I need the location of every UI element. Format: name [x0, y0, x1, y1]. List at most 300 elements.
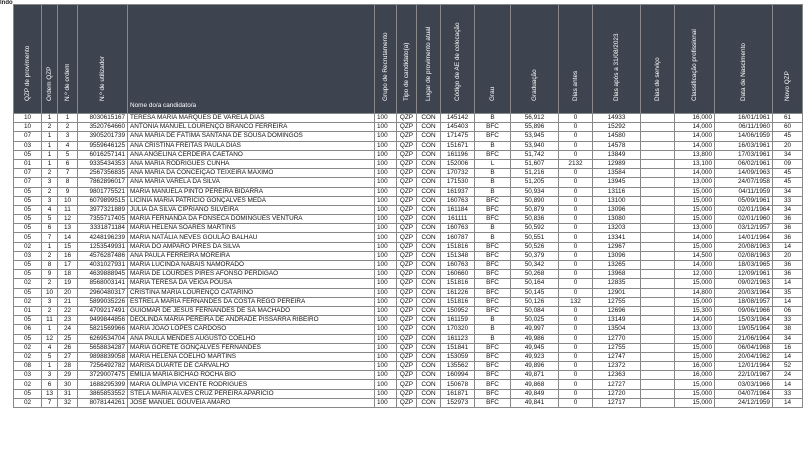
table-row	[14, 169, 803, 178]
table-cell: 9	[58, 187, 78, 196]
column-header	[593, 5, 641, 114]
table-cell	[641, 114, 675, 123]
table-cell: 100	[375, 352, 397, 361]
table-cell: 21/06/1964	[715, 334, 773, 343]
table-cell: 51,205	[511, 178, 559, 187]
table-cell: MARIA FERNANDA DA FONSECA DOMINGUES VENTURA	[128, 215, 375, 224]
table-cell: 20/03/1964	[715, 288, 773, 297]
table-cell: 02/01/1964	[715, 205, 773, 214]
column-header	[773, 5, 803, 114]
table-cell: QZP	[397, 325, 417, 334]
table-cell: ANA CRISTINA FREITAS PAULA DIAS	[128, 141, 375, 150]
table-cell: 100	[375, 325, 397, 334]
table-cell: 51,216	[511, 169, 559, 178]
table-cell: 12	[58, 215, 78, 224]
table-cell: 13	[58, 224, 78, 233]
table-cell: 14/09/1963	[715, 169, 773, 178]
table-cell: 13265	[593, 261, 641, 270]
table-cell: B	[475, 169, 511, 178]
table-cell: QZP	[397, 288, 417, 297]
table-cell: 4248196239	[78, 233, 128, 242]
table-row	[14, 150, 803, 159]
table-cell: QZP	[397, 316, 417, 325]
table-cell: 1	[42, 141, 58, 150]
table-cell: 7	[42, 398, 58, 407]
table-cell: 07	[14, 169, 42, 178]
table-cell: 151348	[441, 251, 475, 260]
table-cell: 02	[14, 242, 42, 251]
table-cell: 14/01/1964	[715, 233, 773, 242]
table-cell: 151816	[441, 297, 475, 306]
column-header-label: Nome do/a candidato/a	[130, 102, 197, 109]
table-cell: 49,923	[511, 352, 559, 361]
column-header-label: Dias antes	[571, 70, 579, 101]
table-cell: 05	[14, 224, 42, 233]
table-cell: 14	[773, 279, 803, 288]
table-cell: 0	[559, 288, 593, 297]
table-cell: 151816	[441, 279, 475, 288]
table-cell: 50,126	[511, 297, 559, 306]
table-cell: 13,000	[675, 325, 715, 334]
table-cell: 12747	[593, 352, 641, 361]
table-cell: 100	[375, 169, 397, 178]
table-cell: BFC	[475, 380, 511, 389]
table-cell: 01	[14, 306, 42, 315]
table-cell: STELA MARIA ALVES CRUZ PEREIRA APARÍCIO	[128, 389, 375, 398]
table-cell: 0	[559, 352, 593, 361]
table-cell	[641, 334, 675, 343]
table-cell: 161937	[441, 187, 475, 196]
table-cell	[641, 261, 675, 270]
table-cell: CON	[417, 242, 441, 251]
table-cell: QZP	[397, 169, 417, 178]
table-cell: CON	[417, 233, 441, 242]
table-cell: 3	[42, 371, 58, 380]
table-cell: 15,000	[675, 334, 715, 343]
table-cell: 12755	[593, 343, 641, 352]
table-cell: 0	[559, 389, 593, 398]
table-cell: 06/04/1968	[715, 343, 773, 352]
table-cell: 14	[58, 233, 78, 242]
table-cell: JÚLIA DA SILVA CIPRIANO SILVEIRA	[128, 205, 375, 214]
table-row	[14, 196, 803, 205]
table-cell: CON	[417, 270, 441, 279]
table-cell	[641, 297, 675, 306]
table-cell: 100	[375, 343, 397, 352]
column-header	[42, 5, 58, 114]
table-cell: CON	[417, 205, 441, 214]
table-cell	[641, 398, 675, 407]
table-cell: 52	[773, 362, 803, 371]
table-cell: 13	[42, 389, 58, 398]
table-cell: 03	[14, 141, 42, 150]
table-header-row	[14, 5, 803, 114]
table-cell: MARISA DUARTE DE CARVALHO	[128, 362, 375, 371]
table-cell: 50,551	[511, 233, 559, 242]
table-cell: 1688295399	[78, 380, 128, 389]
table-cell: 151816	[441, 242, 475, 251]
table-cell	[641, 352, 675, 361]
table-cell: BFC	[475, 242, 511, 251]
table-cell: 0	[559, 334, 593, 343]
table-cell: 45	[773, 178, 803, 187]
table-cell: CON	[417, 316, 441, 325]
table-cell	[641, 205, 675, 214]
table-cell: 5899035226	[78, 297, 128, 306]
table-cell: 50,025	[511, 316, 559, 325]
table-cell: 100	[375, 270, 397, 279]
table-cell: 50,934	[511, 187, 559, 196]
table-cell: ESTRELA MARIA FERNANDES DA COSTA REGO PEREIRA	[128, 297, 375, 306]
column-header	[511, 5, 559, 114]
table-cell: QZP	[397, 297, 417, 306]
table-cell: QZP	[397, 233, 417, 242]
table-cell: 6269534704	[78, 334, 128, 343]
table-cell: 04/07/1964	[715, 389, 773, 398]
table-row	[14, 187, 803, 196]
table-cell: CON	[417, 279, 441, 288]
table-cell: 03/12/1957	[715, 224, 773, 233]
table-cell	[641, 159, 675, 168]
table-cell: 15/03/1964	[715, 316, 773, 325]
table-cell: 14,000	[675, 316, 715, 325]
table-cell: 18	[58, 270, 78, 279]
table-cell: 14578	[593, 141, 641, 150]
table-cell: 0	[559, 123, 593, 132]
table-cell: 12989	[593, 159, 641, 168]
table-cell: 20/04/1962	[715, 352, 773, 361]
table-cell: MARIA HELENA COELHO MARTINS	[128, 352, 375, 361]
table-cell: 08	[14, 362, 42, 371]
table-cell: 49,841	[511, 398, 559, 407]
table-cell: 14,000	[675, 261, 715, 270]
table-cell: 0	[559, 187, 593, 196]
table-cell: 20	[773, 251, 803, 260]
table-cell: 4639888945	[78, 270, 128, 279]
table-cell: 160994	[441, 371, 475, 380]
table-cell: QZP	[397, 196, 417, 205]
table-row	[14, 362, 803, 371]
table-cell	[641, 270, 675, 279]
table-cell: 15,000	[675, 279, 715, 288]
table-cell: BFC	[475, 288, 511, 297]
column-header-label: N.º de ordem	[63, 63, 71, 101]
table-cell: 4	[42, 205, 58, 214]
table-cell	[641, 187, 675, 196]
table-cell: 13504	[593, 325, 641, 334]
table-cell: 15,000	[675, 242, 715, 251]
table-cell: 12696	[593, 306, 641, 315]
table-cell	[641, 169, 675, 178]
table-cell: CON	[417, 334, 441, 343]
table-cell: MARIA HELENA SOARES MARTINS	[128, 224, 375, 233]
table-row	[14, 242, 803, 251]
table-cell: 152006	[441, 159, 475, 168]
table-cell: 14	[773, 352, 803, 361]
column-header	[14, 5, 42, 114]
table-cell: 0	[559, 261, 593, 270]
table-cell: 100	[375, 178, 397, 187]
table-cell: 150952	[441, 306, 475, 315]
table-row	[14, 306, 803, 315]
table-cell: CON	[417, 371, 441, 380]
table-cell: 34	[773, 205, 803, 214]
table-cell: 161196	[441, 150, 475, 159]
table-cell: BFC	[475, 306, 511, 315]
table-cell: 15	[58, 242, 78, 251]
table-cell: 145403	[441, 123, 475, 132]
table-cell: 3905201739	[78, 132, 128, 141]
table-cell: 15,000	[675, 187, 715, 196]
table-cell: 100	[375, 132, 397, 141]
table-cell: B	[475, 141, 511, 150]
table-cell: 1	[42, 325, 58, 334]
table-cell: BFC	[475, 150, 511, 159]
table-cell: 12967	[593, 242, 641, 251]
table-cell: 16,000	[675, 362, 715, 371]
table-cell: 50,879	[511, 205, 559, 214]
table-cell: 15,000	[675, 297, 715, 306]
table-cell: 9499844856	[78, 316, 128, 325]
table-cell: 170320	[441, 325, 475, 334]
column-header	[78, 5, 128, 114]
table-cell: QZP	[397, 362, 417, 371]
table-cell: 3977321889	[78, 205, 128, 214]
table-cell: QZP	[397, 123, 417, 132]
table-cell: MARIA TERESA DA VEIGA POUSA	[128, 279, 375, 288]
column-header-label: Tipo de candidato(a)	[402, 42, 410, 101]
table-row	[14, 279, 803, 288]
column-header	[58, 5, 78, 114]
table-cell: ANA PAULA MENDES AUGUSTO COELHO	[128, 334, 375, 343]
table-cell: MARIA OLÍMPIA VICENTE RODRIGUES	[128, 380, 375, 389]
table-cell: 161111	[441, 215, 475, 224]
table-cell: 13,800	[675, 150, 715, 159]
table-cell: 17	[58, 261, 78, 270]
table-cell: 0	[559, 215, 593, 224]
table-cell: QZP	[397, 132, 417, 141]
table-cell: BFC	[475, 343, 511, 352]
table-cell: GUIOMAR DE JESUS FERNANDES DE SÁ MACHADO	[128, 306, 375, 315]
table-cell: CON	[417, 251, 441, 260]
table-cell: EMÍLIA MARIA BICHÃO ROCHA BIO	[128, 371, 375, 380]
table-cell: 15,000	[675, 205, 715, 214]
table-cell: 15,000	[675, 398, 715, 407]
table-cell: 160660	[441, 270, 475, 279]
table-cell: 12372	[593, 362, 641, 371]
table-cell: 28	[58, 362, 78, 371]
table-cell: 100	[375, 398, 397, 407]
table-cell: 14	[773, 398, 803, 407]
table-cell: 100	[375, 279, 397, 288]
column-header	[375, 5, 397, 114]
table-cell: BFC	[475, 196, 511, 205]
table-cell: 53,940	[511, 141, 559, 150]
table-cell: 50,379	[511, 251, 559, 260]
table-cell: 100	[375, 205, 397, 214]
table-cell: BFC	[475, 389, 511, 398]
table-cell: 151841	[441, 343, 475, 352]
table-cell: 7862896017	[78, 178, 128, 187]
table-cell: QZP	[397, 279, 417, 288]
table-row	[14, 114, 803, 123]
table-cell: 2132	[559, 159, 593, 168]
table-cell: 50,084	[511, 306, 559, 315]
table-cell: 12,000	[675, 270, 715, 279]
table-cell: 0	[559, 205, 593, 214]
table-cell: 4	[42, 343, 58, 352]
table-cell: CON	[417, 215, 441, 224]
table-cell: 8	[58, 178, 78, 187]
table-cell: BFC	[475, 205, 511, 214]
table-cell: 145142	[441, 114, 475, 123]
table-row	[14, 224, 803, 233]
table-cell: 3729007475	[78, 371, 128, 380]
table-cell: 50,890	[511, 196, 559, 205]
table-cell: B	[475, 316, 511, 325]
table-cell: 22	[58, 306, 78, 315]
table-cell: 12727	[593, 380, 641, 389]
table-cell: QZP	[397, 205, 417, 214]
table-cell: 160787	[441, 233, 475, 242]
ranking-table	[13, 4, 803, 408]
table-cell: 160763	[441, 196, 475, 205]
table-cell: 50,164	[511, 279, 559, 288]
table-cell: 7256492782	[78, 362, 128, 371]
table-cell: 49,868	[511, 380, 559, 389]
table-cell: BFC	[475, 123, 511, 132]
table-cell: QZP	[397, 187, 417, 196]
table-cell: CON	[417, 187, 441, 196]
table-cell: 2	[42, 251, 58, 260]
table-cell: 49,896	[511, 362, 559, 371]
table-cell: 25	[58, 334, 78, 343]
column-header	[715, 5, 773, 114]
table-cell: 100	[375, 233, 397, 242]
table-cell: 13584	[593, 169, 641, 178]
table-cell: 20	[773, 141, 803, 150]
table-cell: 9335434353	[78, 159, 128, 168]
table-cell: 5821569966	[78, 325, 128, 334]
table-cell: CON	[417, 325, 441, 334]
table-cell: 07	[14, 178, 42, 187]
table-cell: 13968	[593, 270, 641, 279]
table-cell: 14,000	[675, 132, 715, 141]
table-cell: 6	[42, 380, 58, 389]
column-header-label: Código de AE de colocação	[453, 22, 461, 101]
table-cell: 24/07/1958	[715, 178, 773, 187]
table-cell	[641, 242, 675, 251]
column-header	[559, 5, 593, 114]
table-cell: 6016257141	[78, 150, 128, 159]
table-cell: QZP	[397, 242, 417, 251]
table-cell: 50,145	[511, 288, 559, 297]
table-cell: BFC	[475, 132, 511, 141]
table-cell: 05	[14, 150, 42, 159]
table-cell: 5	[42, 352, 58, 361]
table-cell: B	[475, 334, 511, 343]
table-cell: 05	[14, 205, 42, 214]
table-cell: 2567356835	[78, 169, 128, 178]
table-cell: 8568003141	[78, 279, 128, 288]
corner-label: lndo	[0, 0, 13, 6]
table-cell: JOSÉ MANUEL GOUVEIA AMARO	[128, 398, 375, 407]
table-cell: 33	[773, 316, 803, 325]
table-cell: 14,000	[675, 169, 715, 178]
table-cell: 14	[773, 297, 803, 306]
column-header-label: Lugar de provimento atual	[424, 26, 432, 101]
table-cell: 35	[773, 288, 803, 297]
table-cell: 132	[559, 297, 593, 306]
table-row	[14, 123, 803, 132]
table-cell: CON	[417, 261, 441, 270]
table-cell: 100	[375, 242, 397, 251]
table-cell: 9898839058	[78, 352, 128, 361]
table-cell: 15,000	[675, 343, 715, 352]
table-cell: 02/01/1960	[715, 215, 773, 224]
table-cell: 12363	[593, 371, 641, 380]
table-cell: 8078144261	[78, 398, 128, 407]
table-cell: 16,000	[675, 114, 715, 123]
table-cell: 50,526	[511, 242, 559, 251]
table-cell: 49,871	[511, 371, 559, 380]
table-cell: 61	[773, 114, 803, 123]
table-cell: MARIA NATÁLIA NEVES GOULÃO BALHAU	[128, 233, 375, 242]
table-cell: 2	[42, 279, 58, 288]
table-cell: 0	[559, 242, 593, 251]
table-cell	[641, 389, 675, 398]
table-cell: 12/01/1964	[715, 362, 773, 371]
table-cell	[641, 371, 675, 380]
table-cell: 100	[375, 371, 397, 380]
table-cell: 9559646125	[78, 141, 128, 150]
table-cell: 49,986	[511, 334, 559, 343]
table-cell: 11	[42, 316, 58, 325]
table-body	[14, 114, 803, 408]
table-cell	[641, 316, 675, 325]
table-cell: BFC	[475, 270, 511, 279]
table-cell: 02	[14, 297, 42, 306]
table-cell: 31	[58, 389, 78, 398]
column-header	[441, 5, 475, 114]
table-cell: 02/08/1963	[715, 251, 773, 260]
table-cell: 18/08/1957	[715, 297, 773, 306]
table-cell: QZP	[397, 306, 417, 315]
table-cell: 10	[14, 114, 42, 123]
table-cell: 100	[375, 334, 397, 343]
table-cell: 14	[773, 380, 803, 389]
table-cell: QZP	[397, 380, 417, 389]
table-row	[14, 215, 803, 224]
table-cell: 30	[58, 380, 78, 389]
table-cell: 50,836	[511, 215, 559, 224]
table-cell: 12755	[593, 297, 641, 306]
table-cell: 11	[58, 205, 78, 214]
table-cell: 36	[773, 215, 803, 224]
table-cell	[641, 251, 675, 260]
table-cell: 12720	[593, 389, 641, 398]
table-cell: LICÍNIA MARIA PATRÍCIO GONÇALVES MEDA	[128, 196, 375, 205]
table-cell: 100	[375, 316, 397, 325]
table-cell: 100	[375, 150, 397, 159]
table-cell: 4031027931	[78, 261, 128, 270]
table-cell: 05	[14, 389, 42, 398]
table-cell: 14	[773, 242, 803, 251]
column-header-label: Grau	[488, 86, 496, 101]
table-cell: BFC	[475, 371, 511, 380]
table-row	[14, 334, 803, 343]
table-cell: 36	[773, 261, 803, 270]
